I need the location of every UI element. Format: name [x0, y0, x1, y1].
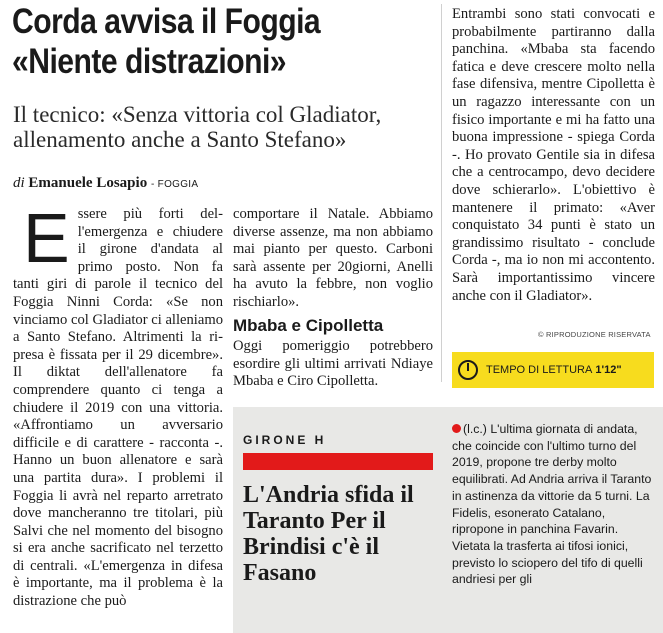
byline-prefix: di — [13, 175, 25, 191]
byline-location: - FOGGIA — [150, 179, 199, 190]
reading-time-banner — [452, 352, 654, 388]
article-column-2: comportare il Natale. Abbiamo diverse assenze, ma non abbiamo mai pianto per questo. Carboni sarà assente per 20giorni, Anelli ha avuto la febbre, non voglio rischiarlo». — [233, 206, 433, 310]
sidebar-text — [452, 421, 652, 588]
bullet-dot-icon — [452, 424, 461, 433]
subheading: Mbaba e Cipolletta — [233, 316, 384, 335]
clock-icon — [458, 360, 478, 380]
subtitle: Il tecnico: «Senza vittoria col Gladiator, allenamento anche a Santo Stefano» — [13, 102, 382, 152]
sidebar-body: (l.c.) L'ultima giornata di andata, che coincide con l'ultimo turno del 2019, propone tre derby molto equilibrati. Ad Andria arriva il Taranto in astinenza da vittorie da 5 turni. La Fidelis, esonerato Catalano, ripropone in panchina Favarin. Vietata la trasferta ai tifosi ionici, previsto lo sciopero del tifo di quelli andriesi per gli — [452, 422, 652, 587]
copyright-notice: © RIPRODUZIONE RISERVATA — [538, 330, 651, 339]
headline-line-2: «Niente distrazioni» — [12, 42, 287, 81]
article-column-1 — [13, 199, 223, 611]
section-label: GIRONE H — [243, 433, 327, 447]
byline — [13, 175, 198, 192]
sidebar-title: L'Andria sfida il Taranto Per il Brindisi c'è il Fasano — [243, 482, 414, 586]
headline — [12, 2, 373, 82]
reading-time-value: 1'12" — [595, 364, 622, 376]
headline-line-1: Corda avvisa il Foggia — [12, 2, 321, 41]
reading-time-label: TEMPO DI LETTURA — [486, 364, 593, 376]
article-column-3: Entrambi sono stati convocati e probabilmente partiranno dalla panchina. «Mbaba sta facendo fatica e deve crescere molto nella fase difensiva, mentre Cipolletta è un ragazzo interessante con un fisico importante e mi ha fatto una buona impressione - spiega Corda -. Ho provato Gentile sia in difesa che a centrocampo, devo decidere dove schierarlo». L'obiettivo è mantenere il primato: «Aver conquistato 34 punti è stato un grandissimo risultato - conclude Corda -, ma io non mi accontento. Sarà importantissimo vincere anche con il Gladiator». — [452, 6, 655, 304]
section-red-bar — [243, 453, 433, 470]
article-column-2-continued: Oggi pomeriggio potrebbero esordire gli ultimi arrivati Ndiaye Mbaba e Ciro Cipolletta. — [233, 338, 433, 390]
column-1-text: ssere più forti dell'emergenza e chiudere il girone d'andata al primo posto. Non fa tanti giri di parole il tecnico del Foggia Ninni Corda: «Se non vinciamo col Gladiator ci alleniamo a Santo Stefano. Altrimenti la ripresa è fissata per il 29 dicembre». Il diktat dell'allenatore fa comprendere quanto ci tenga a chiudere il 2019 con una vittoria. «Affrontiamo un avversario difficile e di carattere - racconta -. Hanno un buon allenatore e sarà una partita dura». I problemi il Foggia li avrà nel reparto arretrato dove mancheranno tre titolari, più Salvi che nel momento del bisogno si era anche sacrificato nel terzetto di centrali. «L'emergenza in difesa è importante, ma il problema è la distrazione che può — [13, 206, 223, 610]
column-divider — [441, 4, 442, 382]
author-name: Emanuele Losapio — [28, 175, 148, 191]
drop-cap: E — [23, 199, 70, 277]
